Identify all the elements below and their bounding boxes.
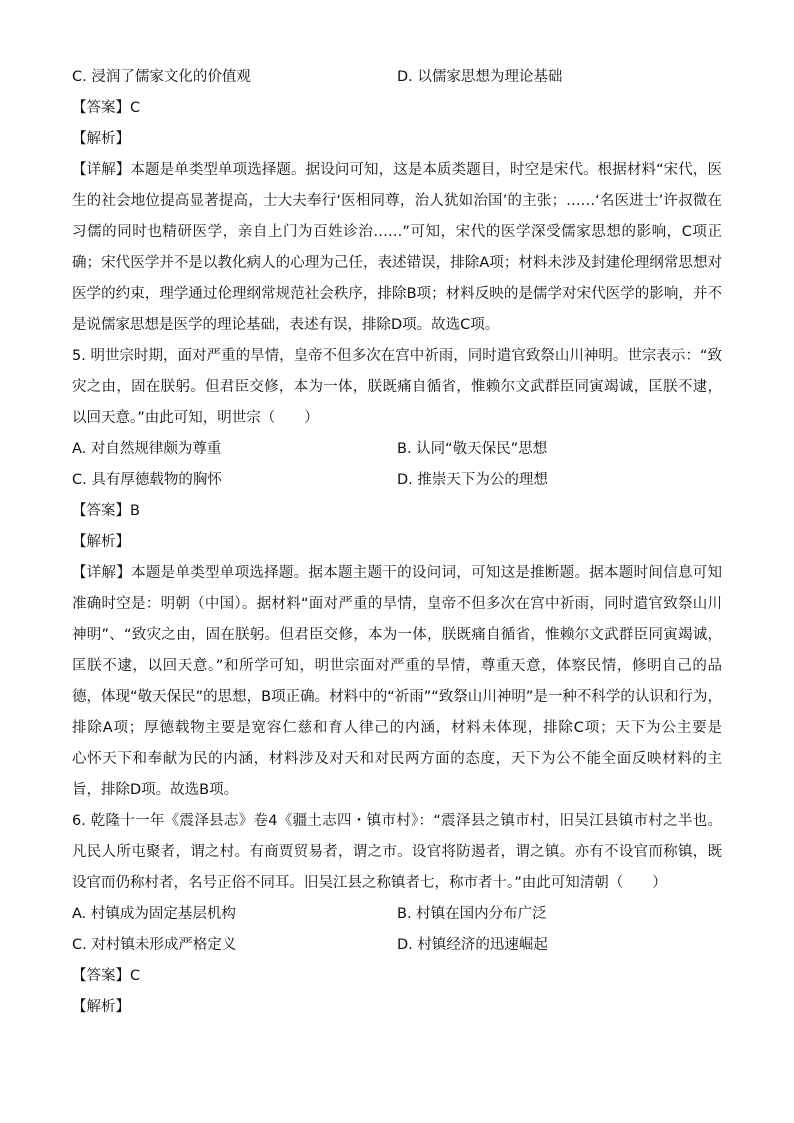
q5-options-cd <box>72 465 722 496</box>
q5-option-b: B. 认同“敬天保民”思想 <box>397 441 548 457</box>
q4-detail: 【详解】本题是单类型单项选择题。据设问可知，这是本质类题目，时空是宋代。根据材料“宋代，医生的社会地位提高显著提高，士大夫奉行‘医相同尊，治人犹如治国’的主张；……‘名医进士’许叔微在习儒的同时也精研医学，亲自上门为百姓诊治……”可知，宋代的医学深受儒家思想的影响，C项正确；宋代医学并不是以教化病人的心理为己任，表述错误，排除A项；材料未涉及封建伦理纲常思想对医学的约束，理学通过伦理纲常规范社会秩序，排除B项；材料反映的是儒学对宋代医学的影响，并不是说儒家思想是医学的理论基础，表述有误，排除D项。故选C项。 <box>72 162 722 333</box>
document-page <box>72 62 751 1023</box>
q4-answer: 【答案】C <box>72 100 141 116</box>
q6-option-a: A. 村镇成为固定基层机构 <box>72 906 236 922</box>
q6-stem: 6. 乾隆十一年《震泽县志》卷4《疆土志四・镇市村》：“震泽县之镇市村，旧吴江县镇市村之半也。凡民人所屯聚者，谓之村。有商贾贸易者，谓之市。设官将防遏者，谓之镇。亦有不设官而称镇，既设官而仍称村者，名号正俗不同耳。旧吴江县之称镇者七，称市者十。”由此可知清朝（ ） <box>72 813 722 891</box>
q5-option-d: D. 推崇天下为公的理想 <box>397 472 548 488</box>
q5-option-a: A. 对自然规律颇为尊重 <box>72 441 222 457</box>
q5-stem: 5. 明世宗时期，面对严重的旱情，皇帝不但多次在宫中祈雨，同时遣官致祭山川神明。世宗表示：“致灾之由，固在朕躬。但君臣交修，本为一体，朕既痛自循省，惟赖尔文武群臣同寅竭诚，匡朕不逮，以回天意。”由此可知，明世宗（ ） <box>72 348 722 426</box>
q6-option-b: B. 村镇在国内分布广泛 <box>397 906 547 922</box>
q4-option-c: C. 浸润了儒家文化的价值观 <box>72 69 251 85</box>
q5-option-c: C. 具有厚德载物的胸怀 <box>72 472 222 488</box>
q6-analysis-label: 【解析】 <box>72 999 130 1015</box>
q5-analysis-label: 【解析】 <box>72 534 130 550</box>
q5-options-ab <box>72 434 722 465</box>
q6-option-c: C. 对村镇未形成严格定义 <box>72 937 237 953</box>
q4-options-cd <box>72 62 722 93</box>
q4-analysis-label: 【解析】 <box>72 131 130 147</box>
q5-answer: 【答案】B <box>72 503 140 519</box>
q5-detail: 【详解】本题是单类型单项选择题。据本题主题干的设问词，可知这是推断题。据本题时间信息可知准确时空是：明朝（中国）。据材料“面对严重的旱情，皇帝不但多次在宫中祈雨，同时遣官致祭山川神明”、“致灾之由，固在朕躬。但君臣交修，本为一体，朕既痛自循省，惟赖尔文武群臣同寅竭诚，匡朕不逮，以回天意。”和所学可知，明世宗面对严重的旱情，尊重天意，体察民情，修明自己的品德，体现“敬天保民”的思想，B项正确。材料中的“祈雨”“致祭山川神明”是一种不科学的认识和行为，排除A项；厚德载物主要是宽容仁慈和育人律己的内涵，材料未体现，排除C项；天下为公主要是 心怀天下和奉献为民的内涵，材料涉及对天和对民两方面的态度，天下为公不能全面反映材料的主旨，排除D项。故选B项。 <box>72 565 751 798</box>
q4-option-d: D. 以儒家思想为理论基础 <box>397 69 563 85</box>
q6-option-d: D. 村镇经济的迅速崛起 <box>397 937 548 953</box>
q6-options-cd <box>72 930 722 961</box>
q6-options-ab <box>72 899 722 930</box>
q6-answer: 【答案】C <box>72 968 141 984</box>
